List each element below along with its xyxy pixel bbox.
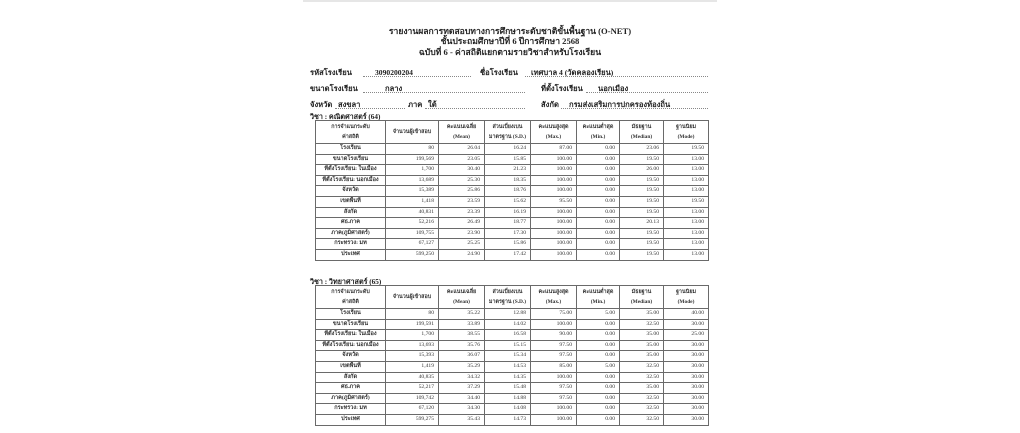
- cell-max: 100.00: [531, 239, 577, 250]
- cell-mode: 13.00: [664, 239, 709, 250]
- cell-mode: 13.00: [664, 186, 709, 197]
- report-page: [303, 2, 717, 433]
- header-level-line2: ค่าสถิติ: [342, 134, 359, 140]
- header-max-line1: คะแนนสูงสุด: [538, 289, 569, 295]
- cell-median: 26.00: [620, 165, 664, 176]
- cell-count: 80: [386, 309, 439, 320]
- cell-min: 0.00: [577, 351, 620, 362]
- cell-max: 100.00: [531, 186, 577, 197]
- cell-mean: 25.86: [439, 186, 485, 197]
- cell-mode: 30.00: [664, 319, 709, 330]
- table-row: [316, 330, 709, 341]
- header-sd: [485, 121, 531, 144]
- cell-median: 19.50: [620, 175, 664, 186]
- region-label: ภาค: [408, 100, 423, 109]
- cell-min: 0.00: [577, 144, 620, 155]
- cell-level: เขตพื้นที่: [316, 196, 386, 207]
- cell-mean: 38.55: [439, 330, 485, 341]
- cell-min: 0.00: [577, 249, 620, 260]
- header-level: [316, 286, 386, 309]
- province-label: จังหวัด: [310, 100, 333, 109]
- cell-count: 109,755: [386, 228, 439, 239]
- cell-min: 0.00: [577, 383, 620, 394]
- cell-count: 599,275: [386, 414, 439, 425]
- cell-sd: 15.15: [485, 340, 531, 351]
- cell-max: 97.50: [531, 340, 577, 351]
- cell-sd: 21.23: [485, 165, 531, 176]
- table-row: [316, 383, 709, 394]
- header-sd-line1: ส่วนเบี่ยงเบน: [492, 289, 523, 295]
- cell-mean: 34.30: [439, 404, 485, 415]
- cell-sd: 18.35: [485, 175, 531, 186]
- report-grade-year: ชั้นประถมศึกษาปีที่ 6 ปีการศึกษา 2568: [440, 36, 580, 46]
- cell-sd: 14.73: [485, 414, 531, 425]
- cell-mode: 19.50: [664, 144, 709, 155]
- cell-mean: 35.22: [439, 309, 485, 320]
- cell-mode: 25.00: [664, 330, 709, 341]
- header-mean-line1: คะแนนเฉลี่ย: [446, 289, 477, 295]
- cell-min: 0.00: [577, 319, 620, 330]
- header-median-line1: มัธยฐาน: [631, 124, 652, 130]
- affiliation-value: กรมส่งเสริมการปกครองท้องถิ่น: [561, 100, 708, 109]
- cell-count: 13,693: [386, 340, 439, 351]
- cell-level: กระทรวง: มท: [316, 404, 386, 415]
- header-max: [531, 286, 577, 309]
- header-mean-line1: คะแนนเฉลี่ย: [446, 124, 477, 130]
- subject-label-math: วิชา : คณิตศาสตร์ (64): [310, 113, 381, 121]
- cell-max: 100.00: [531, 249, 577, 260]
- header-mode: [664, 286, 709, 309]
- cell-mean: 23.05: [439, 154, 485, 165]
- cell-mean: 23.90: [439, 228, 485, 239]
- header-max-line2: (Max.): [545, 299, 562, 305]
- table-row: [316, 196, 709, 207]
- cell-level: ขนาดโรงเรียน: [316, 154, 386, 165]
- cell-max: 100.00: [531, 319, 577, 330]
- header-max-line1: คะแนนสูงสุด: [538, 124, 569, 130]
- cell-min: 5.00: [577, 361, 620, 372]
- header-min: [577, 286, 620, 309]
- header-median-line2: (Median): [630, 299, 653, 305]
- table-row: [316, 414, 709, 425]
- cell-sd: 14.02: [485, 319, 531, 330]
- cell-level: จังหวัด: [316, 351, 386, 362]
- cell-max: 90.00: [531, 330, 577, 341]
- school-location-value: นอกเมือง: [586, 84, 708, 93]
- cell-median: 32.50: [620, 372, 664, 383]
- cell-sd: 17.42: [485, 249, 531, 260]
- cell-median: 19.50: [620, 228, 664, 239]
- header-min: [577, 121, 620, 144]
- cell-level: ที่ตั้งโรงเรียน: นอกเมือง: [316, 175, 386, 186]
- cell-count: 52,216: [386, 218, 439, 229]
- cell-level: ศธ.ภาค: [316, 218, 386, 229]
- cell-median: 32.50: [620, 319, 664, 330]
- cell-mode: 30.00: [664, 414, 709, 425]
- cell-sd: 14.08: [485, 404, 531, 415]
- cell-count: 199,591: [386, 319, 439, 330]
- cell-level: ประเทศ: [316, 249, 386, 260]
- table-row: [316, 186, 709, 197]
- stats-table-body-math: [316, 144, 709, 261]
- cell-median: 20.13: [620, 218, 664, 229]
- table-row: [316, 154, 709, 165]
- cell-mode: 30.00: [664, 351, 709, 362]
- cell-level: โรงเรียน: [316, 309, 386, 320]
- cell-max: 87.00: [531, 144, 577, 155]
- cell-max: 100.00: [531, 175, 577, 186]
- header-median: [620, 286, 664, 309]
- cell-count: 1,700: [386, 165, 439, 176]
- cell-min: 5.00: [577, 309, 620, 320]
- cell-mean: 26.49: [439, 218, 485, 229]
- cell-median: 19.50: [620, 186, 664, 197]
- cell-count: 109,742: [386, 393, 439, 404]
- header-level-line1: การจำแนกระดับ: [331, 124, 370, 130]
- header-mode-line2: (Mode): [677, 134, 695, 140]
- cell-mode: 30.00: [664, 372, 709, 383]
- school-code-value: 3090200204: [363, 68, 471, 77]
- header-count-line1: จำนวนผู้เข้าสอบ: [392, 294, 432, 300]
- cell-count: 15,393: [386, 351, 439, 362]
- cell-median: 19.50: [620, 207, 664, 218]
- cell-level: ที่ตั้งโรงเรียน: นอกเมือง: [316, 340, 386, 351]
- cell-level: จังหวัด: [316, 186, 386, 197]
- cell-median: 19.50: [620, 154, 664, 165]
- cell-sd: 14.35: [485, 372, 531, 383]
- cell-count: 599,250: [386, 249, 439, 260]
- table-row: [316, 207, 709, 218]
- header-mean-line2: (Mean): [453, 134, 470, 140]
- header-mean: [439, 121, 485, 144]
- region-value: ใต้: [425, 100, 525, 109]
- header-mode: [664, 121, 709, 144]
- header-median-line1: มัธยฐาน: [631, 289, 652, 295]
- cell-mean: 23.59: [439, 196, 485, 207]
- header-level-line1: การจำแนกระดับ: [331, 289, 370, 295]
- cell-min: 0.00: [577, 393, 620, 404]
- cell-level: สังกัด: [316, 207, 386, 218]
- cell-count: 13,689: [386, 175, 439, 186]
- school-info-row-2: [303, 84, 717, 94]
- cell-mean: 26.04: [439, 144, 485, 155]
- cell-count: 67,120: [386, 404, 439, 415]
- cell-mode: 13.00: [664, 228, 709, 239]
- table-row: [316, 239, 709, 250]
- cell-level: สังกัด: [316, 372, 386, 383]
- cell-min: 0.00: [577, 414, 620, 425]
- cell-level: โรงเรียน: [316, 144, 386, 155]
- school-name-label: ชื่อโรงเรียน: [480, 68, 518, 77]
- cell-median: 32.50: [620, 404, 664, 415]
- cell-sd: 15.86: [485, 239, 531, 250]
- cell-count: 40,831: [386, 207, 439, 218]
- school-info-row-3: [303, 100, 717, 110]
- cell-min: 0.00: [577, 196, 620, 207]
- cell-count: 15,389: [386, 186, 439, 197]
- cell-sd: 14.88: [485, 393, 531, 404]
- province-value: สงขลา: [335, 100, 405, 109]
- cell-median: 35.00: [620, 351, 664, 362]
- cell-max: 97.50: [531, 383, 577, 394]
- cell-mean: 35.43: [439, 414, 485, 425]
- cell-max: 100.00: [531, 372, 577, 383]
- cell-sd: 12.88: [485, 309, 531, 320]
- cell-max: 97.50: [531, 351, 577, 362]
- header-sd: [485, 286, 531, 309]
- table-row: [316, 309, 709, 320]
- cell-mean: 36.07: [439, 351, 485, 362]
- table-row: [316, 144, 709, 155]
- cell-min: 0.00: [577, 340, 620, 351]
- cell-level: เขตพื้นที่: [316, 361, 386, 372]
- cell-count: 199,569: [386, 154, 439, 165]
- table-row: [316, 249, 709, 260]
- header-mean-line2: (Mean): [453, 299, 470, 305]
- cell-mode: 13.00: [664, 218, 709, 229]
- cell-min: 0.00: [577, 404, 620, 415]
- cell-min: 0.00: [577, 239, 620, 250]
- header-mode-line1: ฐานนิยม: [675, 289, 697, 295]
- cell-mean: 34.32: [439, 372, 485, 383]
- cell-mode: 30.00: [664, 393, 709, 404]
- cell-mode: 13.00: [664, 175, 709, 186]
- stats-table-science: [315, 285, 709, 426]
- header-min-line1: คะแนนต่ำสุด: [582, 289, 614, 295]
- table-row: [316, 404, 709, 415]
- cell-median: 32.50: [620, 414, 664, 425]
- school-size-label: ขนาดโรงเรียน: [310, 84, 358, 93]
- cell-sd: 18.76: [485, 186, 531, 197]
- cell-median: 35.00: [620, 309, 664, 320]
- cell-mean: 23.39: [439, 207, 485, 218]
- header-sd-line2: มาตรฐาน (S.D.): [488, 134, 527, 140]
- cell-median: 35.00: [620, 383, 664, 394]
- cell-max: 100.00: [531, 404, 577, 415]
- header-count: [386, 121, 439, 144]
- header-mode-line2: (Mode): [677, 299, 695, 305]
- header-count: [386, 286, 439, 309]
- cell-mode: 19.50: [664, 196, 709, 207]
- cell-max: 100.00: [531, 154, 577, 165]
- cell-mean: 24.90: [439, 249, 485, 260]
- table-row: [316, 361, 709, 372]
- cell-median: 19.50: [620, 196, 664, 207]
- cell-count: 67,127: [386, 239, 439, 250]
- school-info-row-1: [303, 68, 717, 78]
- cell-mean: 25.25: [439, 239, 485, 250]
- cell-count: 52,217: [386, 383, 439, 394]
- cell-sd: 15.85: [485, 154, 531, 165]
- cell-max: 85.00: [531, 361, 577, 372]
- cell-max: 75.00: [531, 309, 577, 320]
- cell-level: ขนาดโรงเรียน: [316, 319, 386, 330]
- cell-mode: 13.00: [664, 249, 709, 260]
- cell-sd: 16.24: [485, 144, 531, 155]
- header-sd-line1: ส่วนเบี่ยงเบน: [492, 124, 523, 130]
- school-name-value: เทศบาล 4 (วัดคลองเรียน): [525, 68, 708, 77]
- stats-table-body-science: [316, 309, 709, 426]
- cell-median: 19.50: [620, 249, 664, 260]
- cell-median: 35.00: [620, 340, 664, 351]
- school-location-label: ที่ตั้งโรงเรียน: [541, 84, 583, 93]
- cell-level: ที่ตั้งโรงเรียน: ในเมือง: [316, 330, 386, 341]
- cell-median: 19.50: [620, 239, 664, 250]
- table-row: [316, 228, 709, 239]
- cell-min: 0.00: [577, 228, 620, 239]
- cell-mean: 30.40: [439, 165, 485, 176]
- header-median: [620, 121, 664, 144]
- affiliation-label: สังกัด: [541, 100, 559, 109]
- header-count-line1: จำนวนผู้เข้าสอบ: [392, 129, 432, 135]
- cell-mean: 35.29: [439, 361, 485, 372]
- cell-count: 40,835: [386, 372, 439, 383]
- cell-sd: 16.19: [485, 207, 531, 218]
- table-row: [316, 175, 709, 186]
- table-header-row: [316, 286, 709, 309]
- cell-count: 80: [386, 144, 439, 155]
- cell-min: 0.00: [577, 207, 620, 218]
- header-level-line2: ค่าสถิติ: [342, 299, 359, 305]
- header-max: [531, 121, 577, 144]
- cell-count: 1,700: [386, 330, 439, 341]
- cell-median: 23.06: [620, 144, 664, 155]
- cell-min: 0.00: [577, 165, 620, 176]
- subject-label-science: วิชา : วิทยาศาสตร์ (65): [310, 278, 382, 286]
- cell-max: 95.50: [531, 196, 577, 207]
- header-mean: [439, 286, 485, 309]
- cell-sd: 18.77: [485, 218, 531, 229]
- cell-mode: 30.00: [664, 383, 709, 394]
- cell-level: ภาค(ภูมิศาสตร์): [316, 393, 386, 404]
- cell-max: 100.00: [531, 207, 577, 218]
- table-row: [316, 319, 709, 330]
- header-level: [316, 121, 386, 144]
- table-row: [316, 372, 709, 383]
- cell-mode: 13.00: [664, 165, 709, 176]
- cell-level: ภาค(ภูมิศาสตร์): [316, 228, 386, 239]
- cell-level: ที่ตั้งโรงเรียน: ในเมือง: [316, 165, 386, 176]
- header-median-line2: (Median): [630, 134, 653, 140]
- cell-median: 32.50: [620, 361, 664, 372]
- cell-min: 0.00: [577, 330, 620, 341]
- cell-min: 0.00: [577, 175, 620, 186]
- header-min-line1: คะแนนต่ำสุด: [582, 124, 614, 130]
- report-title: รายงานผลการทดสอบทางการศึกษาระดับชาติขั้นพื้นฐาน (O-NET): [388, 26, 632, 36]
- cell-max: 97.50: [531, 393, 577, 404]
- cell-min: 0.00: [577, 218, 620, 229]
- cell-count: 1,419: [386, 361, 439, 372]
- cell-mean: 33.89: [439, 319, 485, 330]
- header-min-line2: (Min.): [590, 134, 606, 140]
- table-row: [316, 218, 709, 229]
- header-max-line2: (Max.): [545, 134, 562, 140]
- cell-median: 32.50: [620, 393, 664, 404]
- cell-level: ประเทศ: [316, 414, 386, 425]
- cell-mode: 30.00: [664, 361, 709, 372]
- cell-max: 100.00: [531, 218, 577, 229]
- stats-table-math: [315, 120, 709, 261]
- cell-max: 100.00: [531, 165, 577, 176]
- cell-min: 0.00: [577, 372, 620, 383]
- cell-median: 35.00: [620, 330, 664, 341]
- cell-mean: 34.40: [439, 393, 485, 404]
- cell-min: 0.00: [577, 186, 620, 197]
- report-subtitle: ฉบับที่ 6 - ค่าสถิติแยกตามรายวิชาสำหรับโรงเรียน: [418, 47, 602, 57]
- table-row: [316, 393, 709, 404]
- cell-mode: 13.00: [664, 154, 709, 165]
- cell-mode: 13.00: [664, 207, 709, 218]
- cell-sd: 15.48: [485, 383, 531, 394]
- cell-mean: 35.76: [439, 340, 485, 351]
- cell-mode: 30.00: [664, 404, 709, 415]
- cell-mean: 25.30: [439, 175, 485, 186]
- table-header-row: [316, 121, 709, 144]
- table-row: [316, 340, 709, 351]
- cell-sd: 14.53: [485, 361, 531, 372]
- cell-mode: 40.00: [664, 309, 709, 320]
- header-mode-line1: ฐานนิยม: [675, 124, 697, 130]
- cell-sd: 15.62: [485, 196, 531, 207]
- school-code-label: รหัสโรงเรียน: [310, 68, 352, 77]
- cell-level: กระทรวง: มท: [316, 239, 386, 250]
- cell-count: 1,418: [386, 196, 439, 207]
- cell-sd: 15.34: [485, 351, 531, 362]
- header-min-line2: (Min.): [590, 299, 606, 305]
- table-row: [316, 351, 709, 362]
- school-size-value: กลาง: [363, 84, 525, 93]
- cell-level: ศธ.ภาค: [316, 383, 386, 394]
- cell-mean: 37.29: [439, 383, 485, 394]
- cell-mode: 30.00: [664, 340, 709, 351]
- header-sd-line2: มาตรฐาน (S.D.): [488, 299, 527, 305]
- cell-sd: 17.30: [485, 228, 531, 239]
- table-row: [316, 165, 709, 176]
- cell-max: 100.00: [531, 228, 577, 239]
- cell-min: 0.00: [577, 154, 620, 165]
- cell-sd: 16.58: [485, 330, 531, 341]
- cell-max: 100.00: [531, 414, 577, 425]
